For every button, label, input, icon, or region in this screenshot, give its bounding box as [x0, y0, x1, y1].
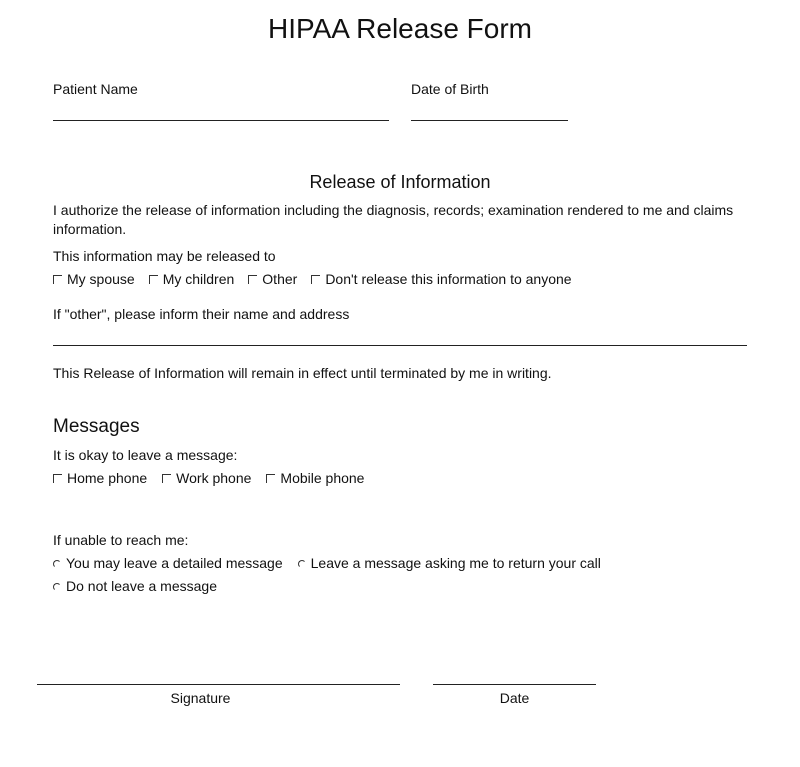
date-label: Date: [499, 690, 530, 706]
okay-label: It is okay to leave a message:: [53, 447, 238, 463]
option-home-phone[interactable]: Home phone: [53, 469, 147, 487]
messages-heading: Messages: [53, 416, 140, 437]
patient-name-label: Patient Name: [53, 81, 138, 97]
phone-options: [53, 469, 364, 487]
option-no-message[interactable]: Do not leave a message: [53, 577, 217, 595]
signature-label: Signature: [170, 690, 231, 706]
other-label: If "other", please inform their name and address: [53, 306, 350, 322]
option-my-children[interactable]: My children: [149, 270, 235, 288]
release-options: [53, 270, 572, 288]
form-title: HIPAA Release Form: [267, 13, 533, 44]
option-mobile-phone[interactable]: Mobile phone: [266, 469, 364, 487]
option-dont-release[interactable]: Don't release this information to anyone: [311, 270, 571, 288]
checkbox-icon[interactable]: [311, 275, 320, 284]
patient-name-field[interactable]: [53, 120, 389, 121]
release-heading: Release of Information: [309, 172, 491, 192]
effect-text: This Release of Information will remain in effect until terminated by me in writing.: [53, 365, 552, 381]
option-return-call[interactable]: Leave a message asking me to return your call: [298, 554, 601, 572]
dob-field[interactable]: [411, 120, 568, 121]
signature-field[interactable]: [37, 684, 400, 685]
released-to-label: This information may be released to: [53, 248, 276, 264]
checkbox-icon[interactable]: [53, 474, 62, 483]
option-my-spouse[interactable]: My spouse: [53, 270, 135, 288]
checkbox-icon[interactable]: [248, 275, 257, 284]
checkbox-icon[interactable]: [162, 474, 171, 483]
option-detailed-message[interactable]: You may leave a detailed message: [53, 554, 283, 572]
radio-icon[interactable]: [53, 560, 61, 568]
reach-options-row-2: [53, 577, 217, 595]
checkbox-icon[interactable]: [266, 474, 275, 483]
authorization-text: I authorize the release of information including the diagnosis, records; examination rendered to me and claims information.: [53, 202, 734, 237]
reach-options-row-1: [53, 554, 601, 572]
radio-icon[interactable]: [298, 560, 306, 568]
option-other[interactable]: Other: [248, 270, 297, 288]
checkbox-icon[interactable]: [149, 275, 158, 284]
checkbox-icon[interactable]: [53, 275, 62, 284]
unable-label: If unable to reach me:: [53, 532, 189, 548]
radio-icon[interactable]: [53, 583, 61, 591]
option-work-phone[interactable]: Work phone: [162, 469, 251, 487]
other-name-address-field[interactable]: [53, 345, 747, 346]
dob-label: Date of Birth: [411, 81, 489, 97]
date-field[interactable]: [433, 684, 596, 685]
